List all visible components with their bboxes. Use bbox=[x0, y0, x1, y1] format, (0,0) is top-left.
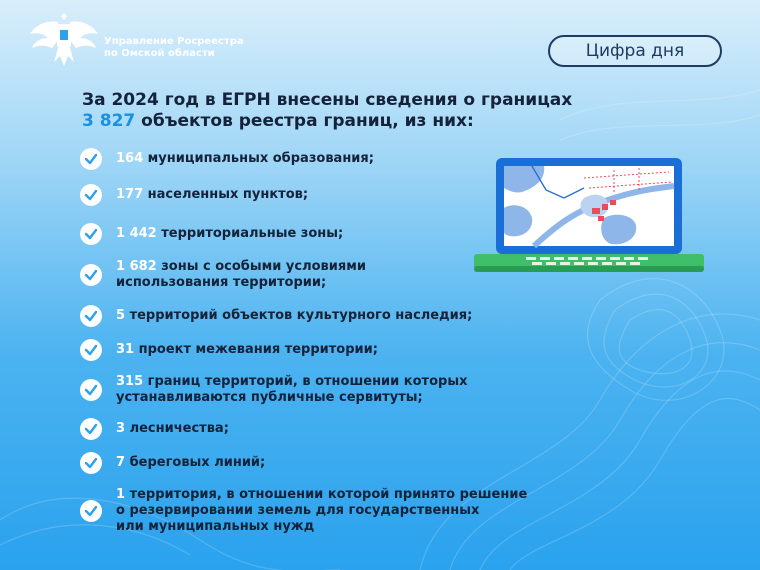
check-icon bbox=[80, 305, 102, 327]
item-text bbox=[116, 374, 467, 406]
headline-line-1: За 2024 год в ЕГРН внесены сведения о границах bbox=[82, 90, 573, 110]
check-icon bbox=[80, 184, 102, 206]
headline-line-2-rest: объектов реестра границ, из них: bbox=[135, 111, 474, 131]
item-label: зоны с особыми условиями bbox=[156, 259, 366, 274]
item-text bbox=[116, 151, 374, 167]
org-line-2: по Омской области bbox=[104, 48, 215, 59]
check-icon bbox=[80, 339, 102, 361]
item-text bbox=[116, 487, 527, 535]
item-label-line-2: устанавливаются публичные сервитуты; bbox=[116, 390, 423, 405]
item-text bbox=[116, 455, 265, 471]
list-item bbox=[80, 223, 343, 245]
list-item bbox=[80, 487, 527, 535]
list-item bbox=[80, 374, 467, 406]
item-number: 3 bbox=[116, 421, 126, 436]
item-text bbox=[116, 259, 366, 291]
day-figure-badge: Цифра дня bbox=[548, 35, 722, 67]
item-label: населенных пунктов; bbox=[143, 187, 309, 202]
item-number: 31 bbox=[116, 342, 135, 357]
eagle-emblem-logo bbox=[28, 12, 100, 72]
headline bbox=[82, 90, 682, 132]
item-label-line-3: или муниципальных нужд bbox=[116, 519, 315, 534]
list-item bbox=[80, 184, 308, 206]
item-number: 164 bbox=[116, 151, 144, 166]
item-text bbox=[116, 187, 308, 203]
item-text bbox=[116, 342, 378, 358]
item-text bbox=[116, 421, 229, 437]
headline-count: 3 827 bbox=[82, 111, 136, 131]
item-label: муниципальных образования; bbox=[143, 151, 374, 166]
item-label-line-2: использования территории; bbox=[116, 275, 327, 290]
check-icon bbox=[80, 379, 102, 401]
org-line-1: Управление Росреестра bbox=[104, 36, 244, 47]
item-label: территориальные зоны; bbox=[156, 226, 344, 241]
organization-name bbox=[104, 36, 244, 60]
check-icon bbox=[80, 264, 102, 286]
item-label: береговых линий; bbox=[125, 455, 266, 470]
item-label: лесничества; bbox=[125, 421, 229, 436]
item-label: территория, в отношении которой принято решение bbox=[125, 487, 528, 502]
laptop-map-illustration bbox=[474, 158, 704, 276]
item-number: 315 bbox=[116, 374, 144, 389]
item-label: границ территорий, в отношении которых bbox=[143, 374, 468, 389]
check-icon bbox=[80, 223, 102, 245]
item-label: проект межевания территории; bbox=[134, 342, 378, 357]
list-item bbox=[80, 259, 366, 291]
item-label: территорий объектов культурного наследия; bbox=[125, 308, 473, 323]
item-label-line-2: о резервировании земель для государственных bbox=[116, 503, 480, 518]
list-item bbox=[80, 148, 374, 170]
list-item bbox=[80, 339, 378, 361]
list-item bbox=[80, 418, 229, 440]
check-icon bbox=[80, 418, 102, 440]
headline-line-2 bbox=[82, 111, 682, 132]
check-icon bbox=[80, 452, 102, 474]
list-item bbox=[80, 452, 265, 474]
item-number: 1 682 bbox=[116, 259, 157, 274]
item-text bbox=[116, 308, 472, 324]
item-number: 7 bbox=[116, 455, 126, 470]
item-number: 5 bbox=[116, 308, 126, 323]
check-icon bbox=[80, 148, 102, 170]
item-number: 1 bbox=[116, 487, 126, 502]
item-number: 177 bbox=[116, 187, 144, 202]
check-icon bbox=[80, 500, 102, 522]
item-text bbox=[116, 226, 343, 242]
list-item bbox=[80, 305, 472, 327]
item-number: 1 442 bbox=[116, 226, 157, 241]
